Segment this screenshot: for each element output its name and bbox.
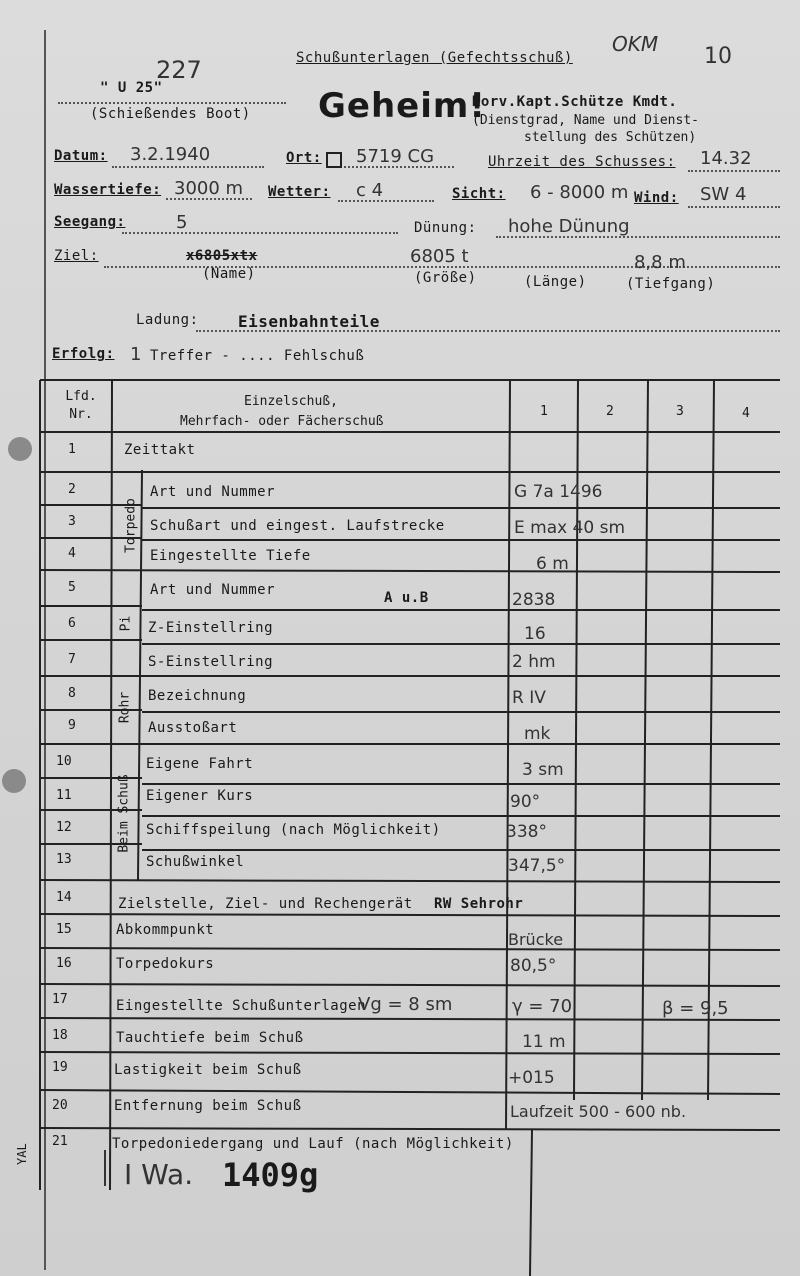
row-label-schussart: Schußart und eingest. Laufstrecke bbox=[150, 518, 445, 534]
value-torpedokurs: 80,5° bbox=[510, 956, 557, 976]
stamp-tick bbox=[104, 1150, 106, 1186]
erfolg-label: Erfolg: bbox=[52, 346, 115, 362]
row-label-torpedoniedergang: Torpedoniedergang und Lauf (nach Möglichkeit) bbox=[112, 1136, 514, 1152]
ort-value: 5719 CG bbox=[356, 146, 435, 167]
form-title: Schußunterlagen (Gefechtsschuß) bbox=[296, 50, 573, 66]
col-3-header: 3 bbox=[676, 404, 684, 419]
group-torpedo: Torpedo bbox=[123, 498, 139, 553]
value-eigene-fahrt: 3 sm bbox=[522, 760, 564, 780]
row-label-bezeichnung: Bezeichnung bbox=[148, 688, 247, 704]
row-label-pi-art: Art und Nummer bbox=[150, 582, 276, 598]
col-1-header: 1 bbox=[540, 404, 548, 419]
wassertiefe-label: Wassertiefe: bbox=[54, 182, 162, 198]
value-tauchtiefe: 11 m bbox=[522, 1032, 566, 1052]
row-label-schussunterlagen: Eingestellte Schußunterlagen bbox=[116, 998, 367, 1014]
row-value-zielstelle: RW Sehrohr bbox=[434, 896, 524, 912]
col-lfd-header: Lfd. Nr. bbox=[65, 389, 97, 422]
row-label-z-einstellring: Z-Einstellring bbox=[148, 620, 274, 636]
okm-stamp: OKM bbox=[612, 32, 659, 56]
secret-stamp: Geheim! bbox=[318, 86, 486, 126]
tiefgang-caption: (Tiefgang) bbox=[626, 276, 716, 292]
value-z-ring: 16 bbox=[524, 624, 546, 644]
group-beim-schuss: Beim Schuß bbox=[116, 774, 132, 853]
row-nr-18: 18 bbox=[52, 1028, 68, 1043]
uhrzeit-value: 14.32 bbox=[700, 148, 752, 169]
seegang-value: 5 bbox=[176, 212, 188, 233]
value-entfernung: Laufzeit 500 - 600 nb. bbox=[510, 1102, 687, 1121]
value-abkommpunkt: Brücke bbox=[508, 930, 564, 949]
archive-stamp: I Wa. bbox=[124, 1158, 194, 1191]
group-rohr: Rohr bbox=[117, 691, 133, 724]
row-nr-3: 3 bbox=[68, 514, 76, 529]
duenung-label: Dünung: bbox=[414, 220, 477, 236]
row-label-ausstossart: Ausstoßart bbox=[148, 720, 238, 736]
row-nr-11: 11 bbox=[56, 788, 72, 803]
page-number: 227 bbox=[156, 56, 202, 84]
commander-name: Korv.Kapt.Schütze Kmdt. bbox=[472, 94, 678, 110]
wetter-value: c 4 bbox=[356, 180, 384, 201]
uhrzeit-label: Uhrzeit des Schusses: bbox=[488, 154, 676, 170]
row-nr-15: 15 bbox=[56, 922, 72, 937]
row-nr-13: 13 bbox=[56, 852, 72, 867]
row-label-torpedokurs: Torpedokurs bbox=[116, 956, 215, 972]
col-desc-header-1: Einzelschuß, bbox=[244, 394, 338, 409]
row-nr-16: 16 bbox=[56, 956, 72, 971]
seegang-label: Seegang: bbox=[54, 214, 126, 230]
row-value-beta: β = 9,5 bbox=[662, 998, 729, 1019]
row-label-tiefe: Eingestellte Tiefe bbox=[150, 548, 311, 564]
groesse-caption: (Größe) bbox=[414, 270, 477, 286]
sicht-value: 6 - 8000 m bbox=[530, 182, 629, 203]
ladung-value: Eisenbahnteile bbox=[238, 312, 380, 331]
row-note-aub: A u.B bbox=[384, 590, 429, 606]
ziel-tiefgang-value: 8,8 m bbox=[634, 252, 686, 273]
row-nr-21: 21 bbox=[52, 1134, 68, 1149]
col-2-header: 2 bbox=[606, 404, 614, 419]
row-label-zielstelle: Zielstelle, Ziel- und Rechengerät bbox=[118, 896, 413, 912]
row-label-schusswinkel: Schußwinkel bbox=[146, 854, 245, 870]
value-schussart: E max 40 sm bbox=[514, 518, 626, 538]
row-nr-8: 8 bbox=[68, 686, 76, 701]
margin-note: YAL bbox=[15, 1143, 29, 1165]
datum-value: 3.2.1940 bbox=[130, 144, 211, 165]
commander-caption-1: (Dienstgrad, Name und Dienst- bbox=[472, 113, 699, 128]
value-lastigkeit: +015 bbox=[508, 1068, 555, 1088]
row-nr-6: 6 bbox=[68, 616, 76, 631]
row-value-vg: Vg = 8 sm bbox=[358, 994, 453, 1015]
ort-label: Ort: bbox=[286, 150, 322, 166]
row-nr-10: 10 bbox=[56, 754, 72, 769]
erfolg-value: 1 bbox=[130, 344, 142, 365]
wind-value: SW 4 bbox=[700, 184, 747, 205]
row-nr-2: 2 bbox=[68, 482, 76, 497]
value-pi-nr: 2838 bbox=[512, 590, 556, 610]
row-nr-20: 20 bbox=[52, 1098, 68, 1113]
sicht-label: Sicht: bbox=[452, 186, 506, 202]
value-bezeichnung: R IV bbox=[512, 688, 546, 708]
ziel-label: Ziel: bbox=[54, 248, 99, 264]
row-nr-14: 14 bbox=[56, 890, 72, 905]
value-eigener-kurs: 90° bbox=[510, 792, 541, 812]
datum-label: Datum: bbox=[54, 148, 108, 164]
row-nr-9: 9 bbox=[68, 718, 76, 733]
row-label-s-einstellring: S-Einstellring bbox=[148, 654, 274, 670]
wassertiefe-value: 3000 m bbox=[174, 178, 244, 199]
row-label-schiffspeilung: Schiffspeilung (nach Möglichkeit) bbox=[146, 822, 441, 838]
col-4-header: 4 bbox=[742, 406, 750, 421]
value-ausstossart: mk bbox=[524, 724, 551, 744]
row-nr-19: 19 bbox=[52, 1060, 68, 1075]
boat-name: " U 25" bbox=[100, 80, 163, 96]
ziel-groesse-value: 6805 t bbox=[410, 246, 469, 267]
wind-label: Wind: bbox=[634, 190, 679, 206]
row-label-abkommpunkt: Abkommpunkt bbox=[116, 922, 215, 938]
row-label-entfernung: Entfernung beim Schuß bbox=[114, 1098, 302, 1114]
value-schusswinkel: 347,5° bbox=[508, 856, 566, 876]
row-nr-7: 7 bbox=[68, 652, 76, 667]
wetter-label: Wetter: bbox=[268, 184, 331, 200]
row-value-gamma: γ = 70 bbox=[512, 996, 573, 1017]
row-label-eigene-fahrt: Eigene Fahrt bbox=[146, 756, 254, 772]
value-s-ring: 2 hm bbox=[512, 652, 556, 672]
row-nr-4: 4 bbox=[68, 546, 76, 561]
commander-caption-2: stellung des Schützen) bbox=[524, 130, 697, 145]
boat-caption: (Schießendes Boot) bbox=[90, 106, 251, 122]
row-label-zeittakt: Zeittakt bbox=[124, 442, 196, 458]
ziel-name-crossed: x6805xtx bbox=[186, 248, 258, 264]
folio-number: 10 bbox=[704, 44, 732, 69]
laenge-caption: (Länge) bbox=[524, 274, 587, 290]
erfolg-text: Treffer - .... Fehlschuß bbox=[150, 348, 365, 364]
name-caption: (Name) bbox=[202, 266, 256, 282]
row-nr-1: 1 bbox=[68, 442, 76, 457]
row-nr-17: 17 bbox=[52, 992, 68, 1007]
value-torpedo-nr: G 7a 1496 bbox=[514, 482, 603, 502]
value-tiefe: 6 m bbox=[536, 554, 569, 574]
col-desc-header-2: Mehrfach- oder Fächerschuß bbox=[180, 414, 384, 429]
row-label-tauchtiefe: Tauchtiefe beim Schuß bbox=[116, 1030, 304, 1046]
group-pi: Pi bbox=[118, 615, 134, 632]
duenung-value: hohe Dünung bbox=[508, 216, 630, 237]
row-nr-12: 12 bbox=[56, 820, 72, 835]
row-label-lastigkeit: Lastigkeit beim Schuß bbox=[114, 1062, 302, 1078]
value-schiffspeilung: 338° bbox=[506, 822, 547, 842]
row-label-eigener-kurs: Eigener Kurs bbox=[146, 788, 254, 804]
row-label-art-nummer: Art und Nummer bbox=[150, 484, 276, 500]
row-nr-5: 5 bbox=[68, 580, 76, 595]
archive-number: 1409g bbox=[222, 1156, 319, 1194]
ladung-label: Ladung: bbox=[136, 312, 199, 328]
